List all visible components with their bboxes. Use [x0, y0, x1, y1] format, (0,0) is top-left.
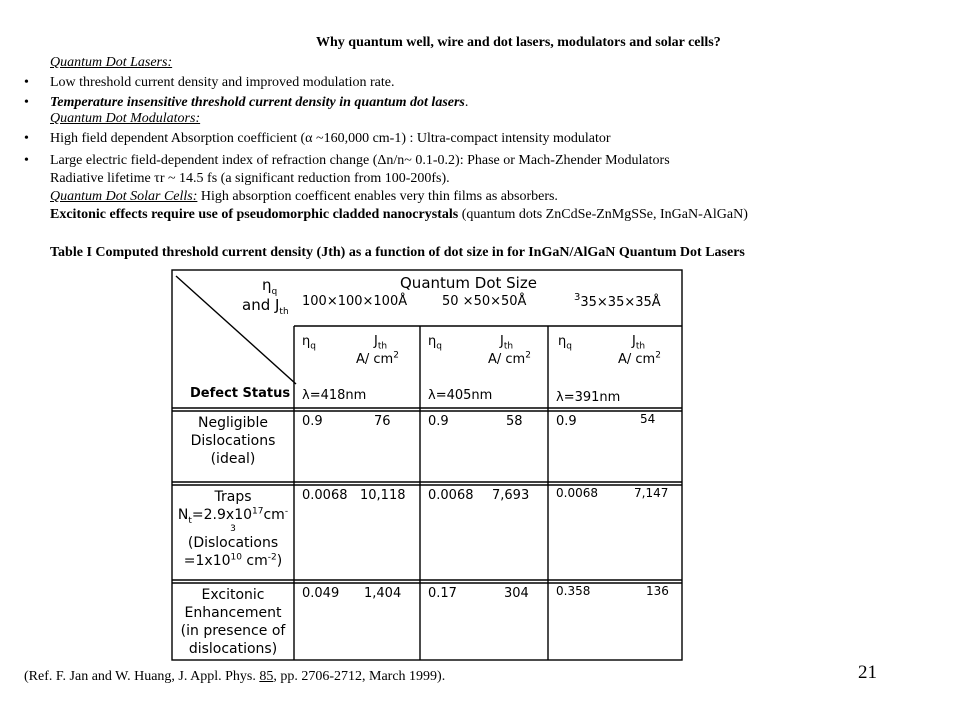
laser-bullet-1: Low threshold current density and improved modulation rate. [50, 75, 395, 90]
row1-col3-jth: 54 [640, 412, 656, 426]
laser-bullet-2: Temperature insensitive threshold current density in quantum dot lasers. [50, 95, 469, 110]
col2-jth: $J_{th}$ [500, 334, 514, 352]
excitonic-line: Excitonic effects require use of pseudomorphic cladded nanocrystals (quantum dots ZnCdSe-ZnMgSSe, InGaN-AlGaN) [50, 207, 748, 222]
wavelength-col-1: λ=418nm [302, 388, 367, 403]
bullet-dot: • [24, 75, 29, 90]
corner-eta-label: $\eta_q$ [262, 276, 278, 297]
row1-col2-eta: 0.9 [428, 414, 449, 429]
size-col-2: 50 ×50×50Å [442, 294, 527, 309]
row3-col2-jth: 304 [504, 586, 529, 601]
bullet-dot: • [24, 153, 29, 168]
corner-jth-label: and $J_{th}$ [242, 296, 289, 317]
row2-col3-eta: 0.0068 [556, 486, 598, 500]
quantum-dot-size-header: Quantum Dot Size [400, 274, 537, 292]
page-title: Why quantum well, wire and dot lasers, modulators and solar cells? [316, 35, 721, 50]
col2-eta: $\eta_q$ [428, 334, 442, 352]
bullet-dot: • [24, 95, 29, 110]
qd-modulators-heading: Quantum Dot Modulators: [50, 111, 201, 126]
defect-status-label: Defect Status [190, 386, 291, 401]
wavelength-col-3: λ=391nm [556, 390, 621, 405]
row1-col1-eta: 0.9 [302, 414, 323, 429]
bullet-dot: • [24, 131, 29, 146]
row-label-excitonic: Excitonic Enhancement (in presence of dislocations) [180, 587, 286, 657]
modulator-bullet-1: High field dependent Absorption coefficient (α ~160,000 cm-1) : Ultra-compact intensity modulator [50, 131, 611, 146]
row-label-negligible: Negligible Dislocations (ideal) [190, 415, 276, 467]
row1-col1-jth: 76 [374, 414, 391, 429]
col1-eta: $\eta_q$ [302, 334, 316, 352]
row3-col3-eta: 0.358 [556, 584, 591, 598]
row1-col3-eta: 0.9 [556, 414, 577, 429]
row2-col2-jth: 7,693 [492, 488, 530, 503]
col1-units: A/ $cm^2$ [356, 350, 399, 367]
col1-jth: $J_{th}$ [374, 334, 388, 352]
solar-cells-line: Quantum Dot Solar Cells: High absorption coefficent enables very thin films as absorbers. [50, 189, 558, 204]
col3-eta: $\eta_q$ [558, 334, 572, 352]
row3-col3-jth: 136 [646, 584, 669, 598]
page-number: 21 [858, 662, 877, 683]
wavelength-col-2: λ=405nm [428, 388, 493, 403]
qd-lasers-heading: Quantum Dot Lasers: [50, 55, 173, 70]
row2-col1-eta: 0.0068 [302, 488, 348, 503]
table-caption: Table I Computed threshold current density (Jth) as a function of dot size in for InGaN/AlGaN Quantum Dot Lasers [50, 245, 745, 260]
row3-col1-jth: 1,404 [364, 586, 402, 601]
col3-units: A/ $cm^2$ [618, 350, 661, 367]
row2-col1-jth: 10,118 [360, 488, 406, 503]
row3-col1-eta: 0.049 [302, 586, 340, 601]
row2-col3-jth: 7,147 [634, 486, 669, 500]
size-col-1: 100×100×100Å [302, 294, 408, 309]
row2-col2-eta: 0.0068 [428, 488, 474, 503]
row1-col2-jth: 58 [506, 414, 523, 429]
col2-units: A/ $cm^2$ [488, 350, 531, 367]
modulator-bullet-2: Large electric field-dependent index of refraction change (Δn/n~ 0.1-0.2): Phase or Mach-Zhender Modulators [50, 153, 670, 168]
row-label-traps: Traps $N_t=2.9x10^{17}cm^-$ 3 (Dislocations $=1x10^{10}$ $cm^{-2}$) [177, 489, 289, 569]
col3-jth: $J_{th}$ [632, 334, 646, 352]
row3-col2-eta: 0.17 [428, 586, 457, 601]
radiative-lifetime-line: Radiative lifetime τr ~ 14.5 fs (a significant reduction from 100-200fs). [50, 171, 450, 186]
reference: (Ref. F. Jan and W. Huang, J. Appl. Phys. 85, pp. 2706-2712, March 1999). [24, 669, 446, 684]
size-col-3: $^3$35×35×35Å [574, 292, 661, 310]
